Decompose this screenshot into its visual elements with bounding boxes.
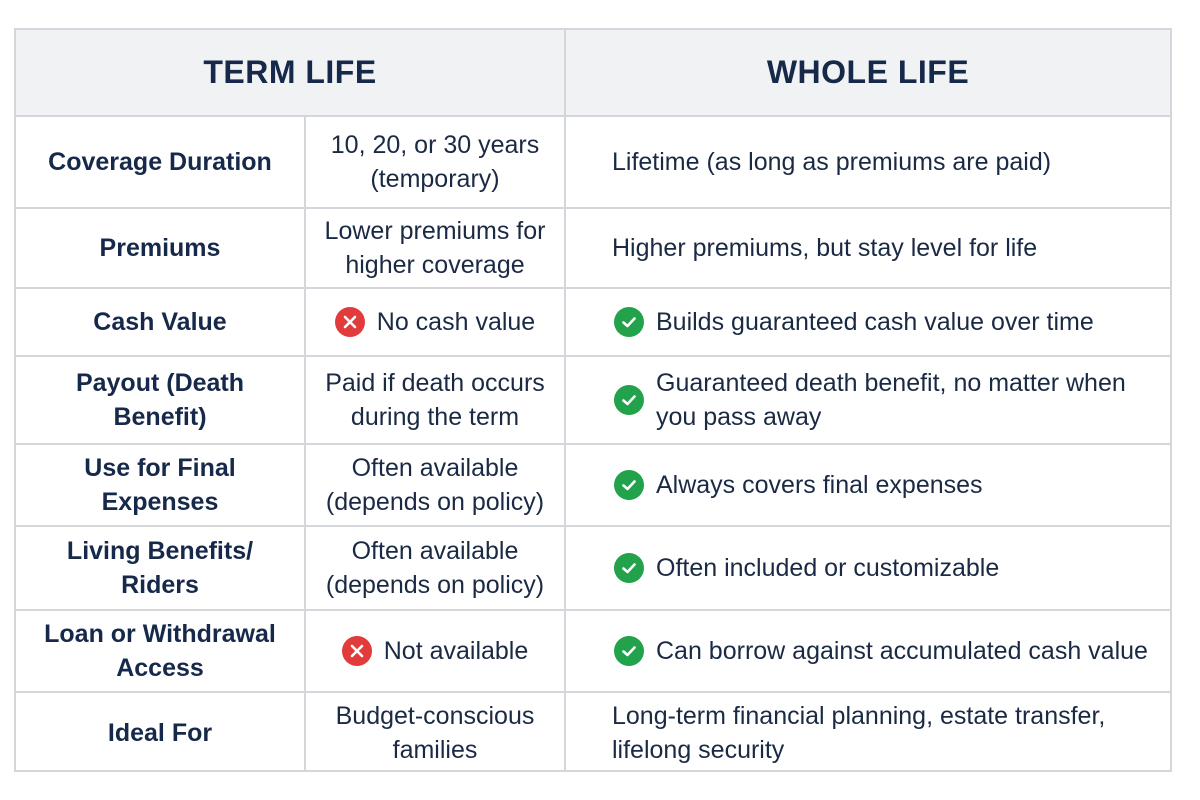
row-label: Coverage Duration xyxy=(16,116,305,208)
term-life-cell-text: Not available xyxy=(383,637,529,665)
table-row xyxy=(16,526,1170,610)
check-icon xyxy=(614,307,644,337)
table-row xyxy=(16,208,1170,288)
x-icon xyxy=(335,307,365,337)
term-life-cell: Often available (depends on policy) xyxy=(305,526,565,610)
whole-life-cell-text: Can borrow against accumulated cash value xyxy=(656,637,1148,665)
whole-life-cell: Long-term financial planning, estate transfer, lifelong security xyxy=(565,692,1170,772)
term-life-cell: Often available (depends on policy) xyxy=(305,444,565,526)
table-row xyxy=(16,692,1170,772)
row-label: Cash Value xyxy=(16,288,305,356)
whole-life-cell xyxy=(565,526,1170,610)
row-label: Living Benefits/ Riders xyxy=(16,526,305,610)
whole-life-cell-text: Always covers final expenses xyxy=(656,471,983,499)
term-life-cell xyxy=(305,288,565,356)
whole-life-cell xyxy=(565,444,1170,526)
term-life-header: TERM LIFE xyxy=(16,30,565,116)
whole-life-cell xyxy=(565,610,1170,692)
row-label: Use for Final Expenses xyxy=(16,444,305,526)
term-life-cell: 10, 20, or 30 years (temporary) xyxy=(305,116,565,208)
x-icon xyxy=(342,636,372,666)
table-row xyxy=(16,356,1170,444)
check-icon xyxy=(614,470,644,500)
whole-life-cell xyxy=(565,356,1170,444)
row-label: Payout (Death Benefit) xyxy=(16,356,305,444)
whole-life-cell-text: Often included or customizable xyxy=(656,554,1000,582)
whole-life-cell-text: Guaranteed death benefit, no matter when you pass away xyxy=(656,369,1126,431)
whole-life-cell: Higher premiums, but stay level for life xyxy=(565,208,1170,288)
table-row xyxy=(16,288,1170,356)
term-life-cell xyxy=(305,610,565,692)
whole-life-cell-text: Builds guaranteed cash value over time xyxy=(656,308,1094,336)
whole-life-cell: Lifetime (as long as premiums are paid) xyxy=(565,116,1170,208)
term-life-cell: Lower premiums for higher coverage xyxy=(305,208,565,288)
whole-life-header: WHOLE LIFE xyxy=(565,30,1170,116)
table-row xyxy=(16,444,1170,526)
comparison-table-frame xyxy=(14,28,1172,772)
row-label: Ideal For xyxy=(16,692,305,772)
whole-life-cell xyxy=(565,288,1170,356)
table-row xyxy=(16,610,1170,692)
term-life-cell-text: No cash value xyxy=(376,308,536,336)
table-row xyxy=(16,116,1170,208)
term-life-cell: Budget-conscious families xyxy=(305,692,565,772)
row-label: Premiums xyxy=(16,208,305,288)
check-icon xyxy=(614,385,644,415)
term-life-cell: Paid if death occurs during the term xyxy=(305,356,565,444)
row-label: Loan or Withdrawal Access xyxy=(16,610,305,692)
header-row xyxy=(16,30,1170,116)
check-icon xyxy=(614,553,644,583)
comparison-table xyxy=(16,30,1170,772)
check-icon xyxy=(614,636,644,666)
